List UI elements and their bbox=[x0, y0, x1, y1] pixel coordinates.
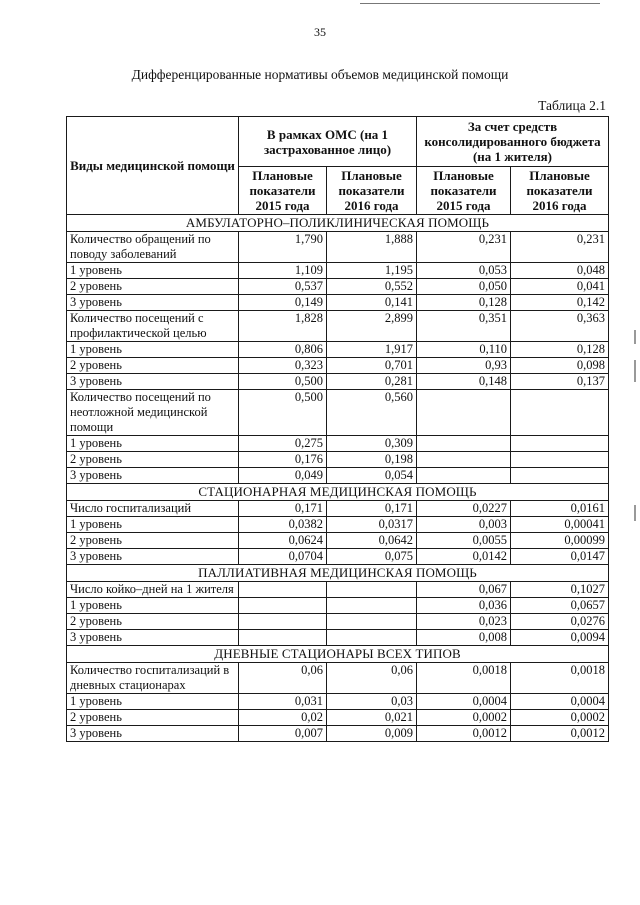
row-label: Количество посещений с профилактической целью bbox=[67, 311, 239, 342]
row-label: 1 уровень bbox=[67, 436, 239, 452]
row-label: 2 уровень bbox=[67, 614, 239, 630]
oms-2015-value: 0,275 bbox=[239, 436, 327, 452]
row-label: Число госпитализаций bbox=[67, 501, 239, 517]
row-label: 3 уровень bbox=[67, 549, 239, 565]
table-row bbox=[67, 311, 609, 342]
budget-2016-value: 0,098 bbox=[511, 358, 609, 374]
row-label: 1 уровень bbox=[67, 517, 239, 533]
oms-2015-value: 0,537 bbox=[239, 279, 327, 295]
row-label: 3 уровень bbox=[67, 295, 239, 311]
section-row bbox=[67, 646, 609, 663]
oms-2016-value: 0,552 bbox=[327, 279, 417, 295]
table-row bbox=[67, 358, 609, 374]
row-label: 3 уровень bbox=[67, 468, 239, 484]
oms-2015-value bbox=[239, 630, 327, 646]
oms-2016-value: 0,141 bbox=[327, 295, 417, 311]
oms-2015-value bbox=[239, 582, 327, 598]
table-row bbox=[67, 726, 609, 742]
budget-2016-value: 0,0004 bbox=[511, 694, 609, 710]
budget-2016-value bbox=[511, 390, 609, 436]
budget-2015-value bbox=[417, 436, 511, 452]
row-label: 3 уровень bbox=[67, 374, 239, 390]
budget-2015-value: 0,067 bbox=[417, 582, 511, 598]
header-row-groups bbox=[67, 117, 609, 167]
budget-2016-value: 0,231 bbox=[511, 232, 609, 263]
budget-2016-value: 0,00041 bbox=[511, 517, 609, 533]
budget-2015-value: 0,0002 bbox=[417, 710, 511, 726]
row-label: 1 уровень bbox=[67, 263, 239, 279]
header-kind: Виды медицинской помощи bbox=[67, 117, 239, 215]
norms-table-body bbox=[67, 117, 609, 742]
oms-2015-value: 0,031 bbox=[239, 694, 327, 710]
oms-2016-value: 0,03 bbox=[327, 694, 417, 710]
header-budget-2016: Плановые показатели 2016 года bbox=[511, 167, 609, 215]
oms-2016-value bbox=[327, 630, 417, 646]
oms-2015-value: 0,171 bbox=[239, 501, 327, 517]
oms-2016-value: 0,198 bbox=[327, 452, 417, 468]
budget-2016-value: 0,142 bbox=[511, 295, 609, 311]
table-row bbox=[67, 390, 609, 436]
oms-2015-value: 0,500 bbox=[239, 390, 327, 436]
oms-2015-value bbox=[239, 598, 327, 614]
row-label: 3 уровень bbox=[67, 726, 239, 742]
scan-mark bbox=[634, 330, 636, 344]
row-label: 2 уровень bbox=[67, 452, 239, 468]
row-label: 2 уровень bbox=[67, 533, 239, 549]
oms-2016-value: 0,281 bbox=[327, 374, 417, 390]
table-row bbox=[67, 694, 609, 710]
budget-2016-value: 0,0094 bbox=[511, 630, 609, 646]
budget-2016-value: 0,0018 bbox=[511, 663, 609, 694]
budget-2015-value: 0,351 bbox=[417, 311, 511, 342]
oms-2015-value: 0,323 bbox=[239, 358, 327, 374]
table-row bbox=[67, 582, 609, 598]
header-budget-group: За счет средств консолидированного бюджета (на 1 жителя) bbox=[417, 117, 609, 167]
budget-2016-value: 0,041 bbox=[511, 279, 609, 295]
budget-2015-value: 0,050 bbox=[417, 279, 511, 295]
oms-2016-value: 0,309 bbox=[327, 436, 417, 452]
oms-2016-value: 0,701 bbox=[327, 358, 417, 374]
oms-2015-value: 0,06 bbox=[239, 663, 327, 694]
oms-2016-value: 0,009 bbox=[327, 726, 417, 742]
table-row bbox=[67, 630, 609, 646]
oms-2015-value: 0,0704 bbox=[239, 549, 327, 565]
section-row bbox=[67, 565, 609, 582]
section-title: СТАЦИОНАРНАЯ МЕДИЦИНСКАЯ ПОМОЩЬ bbox=[67, 484, 609, 501]
scan-mark bbox=[634, 505, 636, 521]
table-row bbox=[67, 710, 609, 726]
row-label: Количество посещений по неотложной медицинской помощи bbox=[67, 390, 239, 436]
budget-2016-value: 0,0161 bbox=[511, 501, 609, 517]
budget-2015-value: 0,0142 bbox=[417, 549, 511, 565]
page-number: 35 bbox=[314, 25, 326, 39]
table-row bbox=[67, 295, 609, 311]
row-label: 1 уровень bbox=[67, 694, 239, 710]
oms-2016-value: 0,0317 bbox=[327, 517, 417, 533]
oms-2015-value: 0,500 bbox=[239, 374, 327, 390]
oms-2016-value bbox=[327, 614, 417, 630]
budget-2015-value: 0,036 bbox=[417, 598, 511, 614]
budget-2015-value bbox=[417, 452, 511, 468]
oms-2015-value: 0,806 bbox=[239, 342, 327, 358]
oms-2015-value: 0,02 bbox=[239, 710, 327, 726]
budget-2016-value: 0,048 bbox=[511, 263, 609, 279]
oms-2016-value: 0,054 bbox=[327, 468, 417, 484]
header-oms-2016: Плановые показатели 2016 года bbox=[327, 167, 417, 215]
scan-edge-line bbox=[360, 3, 600, 4]
oms-2016-value: 1,888 bbox=[327, 232, 417, 263]
oms-2016-value: 2,899 bbox=[327, 311, 417, 342]
table-row bbox=[67, 517, 609, 533]
row-label: Количество госпитализаций в дневных стационарах bbox=[67, 663, 239, 694]
header-budget-2015: Плановые показатели 2015 года bbox=[417, 167, 511, 215]
budget-2015-value: 0,0012 bbox=[417, 726, 511, 742]
row-label: Число койко–дней на 1 жителя bbox=[67, 582, 239, 598]
budget-2015-value: 0,003 bbox=[417, 517, 511, 533]
budget-2015-value: 0,0227 bbox=[417, 501, 511, 517]
oms-2016-value bbox=[327, 582, 417, 598]
oms-2016-value: 0,0642 bbox=[327, 533, 417, 549]
budget-2015-value: 0,008 bbox=[417, 630, 511, 646]
row-label: 2 уровень bbox=[67, 279, 239, 295]
table-row bbox=[67, 468, 609, 484]
row-label: Количество обращений по поводу заболеваний bbox=[67, 232, 239, 263]
budget-2015-value: 0,148 bbox=[417, 374, 511, 390]
table-caption: Таблица 2.1 bbox=[538, 98, 606, 113]
budget-2015-value: 0,110 bbox=[417, 342, 511, 358]
scan-mark bbox=[634, 360, 636, 382]
oms-2015-value: 1,109 bbox=[239, 263, 327, 279]
oms-2016-value: 0,171 bbox=[327, 501, 417, 517]
oms-2016-value: 0,021 bbox=[327, 710, 417, 726]
budget-2015-value: 0,0018 bbox=[417, 663, 511, 694]
budget-2016-value: 0,0012 bbox=[511, 726, 609, 742]
budget-2015-value: 0,0004 bbox=[417, 694, 511, 710]
oms-2015-value: 0,0382 bbox=[239, 517, 327, 533]
oms-2016-value bbox=[327, 598, 417, 614]
row-label: 1 уровень bbox=[67, 598, 239, 614]
budget-2016-value bbox=[511, 436, 609, 452]
budget-2016-value: 0,1027 bbox=[511, 582, 609, 598]
budget-2016-value bbox=[511, 468, 609, 484]
oms-2016-value: 0,075 bbox=[327, 549, 417, 565]
header-oms-2015: Плановые показатели 2015 года bbox=[239, 167, 327, 215]
row-label: 3 уровень bbox=[67, 630, 239, 646]
table-row bbox=[67, 533, 609, 549]
table-row bbox=[67, 549, 609, 565]
oms-2015-value bbox=[239, 614, 327, 630]
budget-2016-value: 0,128 bbox=[511, 342, 609, 358]
oms-2015-value: 0,0624 bbox=[239, 533, 327, 549]
budget-2016-value: 0,363 bbox=[511, 311, 609, 342]
oms-2016-value: 1,195 bbox=[327, 263, 417, 279]
budget-2015-value: 0,128 bbox=[417, 295, 511, 311]
table-row bbox=[67, 501, 609, 517]
oms-2015-value: 0,007 bbox=[239, 726, 327, 742]
section-row bbox=[67, 484, 609, 501]
table-row bbox=[67, 598, 609, 614]
table-row bbox=[67, 614, 609, 630]
table-row bbox=[67, 452, 609, 468]
budget-2015-value: 0,93 bbox=[417, 358, 511, 374]
budget-2015-value bbox=[417, 390, 511, 436]
budget-2016-value: 0,0657 bbox=[511, 598, 609, 614]
oms-2015-value: 1,828 bbox=[239, 311, 327, 342]
row-label: 1 уровень bbox=[67, 342, 239, 358]
table-row bbox=[67, 663, 609, 694]
section-title: АМБУЛАТОРНО–ПОЛИКЛИНИЧЕСКАЯ ПОМОЩЬ bbox=[67, 215, 609, 232]
budget-2016-value: 0,0147 bbox=[511, 549, 609, 565]
norms-table bbox=[66, 116, 609, 742]
section-title: ПАЛЛИАТИВНАЯ МЕДИЦИНСКАЯ ПОМОЩЬ bbox=[67, 565, 609, 582]
table-row bbox=[67, 263, 609, 279]
oms-2016-value: 0,06 bbox=[327, 663, 417, 694]
budget-2016-value bbox=[511, 452, 609, 468]
section-title: ДНЕВНЫЕ СТАЦИОНАРЫ ВСЕХ ТИПОВ bbox=[67, 646, 609, 663]
row-label: 2 уровень bbox=[67, 358, 239, 374]
table-row bbox=[67, 342, 609, 358]
budget-2015-value bbox=[417, 468, 511, 484]
budget-2016-value: 0,0276 bbox=[511, 614, 609, 630]
oms-2016-value: 0,560 bbox=[327, 390, 417, 436]
oms-2015-value: 1,790 bbox=[239, 232, 327, 263]
oms-2015-value: 0,149 bbox=[239, 295, 327, 311]
budget-2016-value: 0,0002 bbox=[511, 710, 609, 726]
document-title: Дифференцированные нормативы объемов медицинской помощи bbox=[131, 67, 509, 82]
budget-2015-value: 0,231 bbox=[417, 232, 511, 263]
header-oms-group: В рамках ОМС (на 1 застрахованное лицо) bbox=[239, 117, 417, 167]
row-label: 2 уровень bbox=[67, 710, 239, 726]
budget-2015-value: 0,053 bbox=[417, 263, 511, 279]
table-row bbox=[67, 436, 609, 452]
table-row bbox=[67, 232, 609, 263]
budget-2016-value: 0,00099 bbox=[511, 533, 609, 549]
section-row bbox=[67, 215, 609, 232]
budget-2015-value: 0,0055 bbox=[417, 533, 511, 549]
table-row bbox=[67, 374, 609, 390]
table-row bbox=[67, 279, 609, 295]
oms-2016-value: 1,917 bbox=[327, 342, 417, 358]
budget-2016-value: 0,137 bbox=[511, 374, 609, 390]
budget-2015-value: 0,023 bbox=[417, 614, 511, 630]
oms-2015-value: 0,049 bbox=[239, 468, 327, 484]
oms-2015-value: 0,176 bbox=[239, 452, 327, 468]
